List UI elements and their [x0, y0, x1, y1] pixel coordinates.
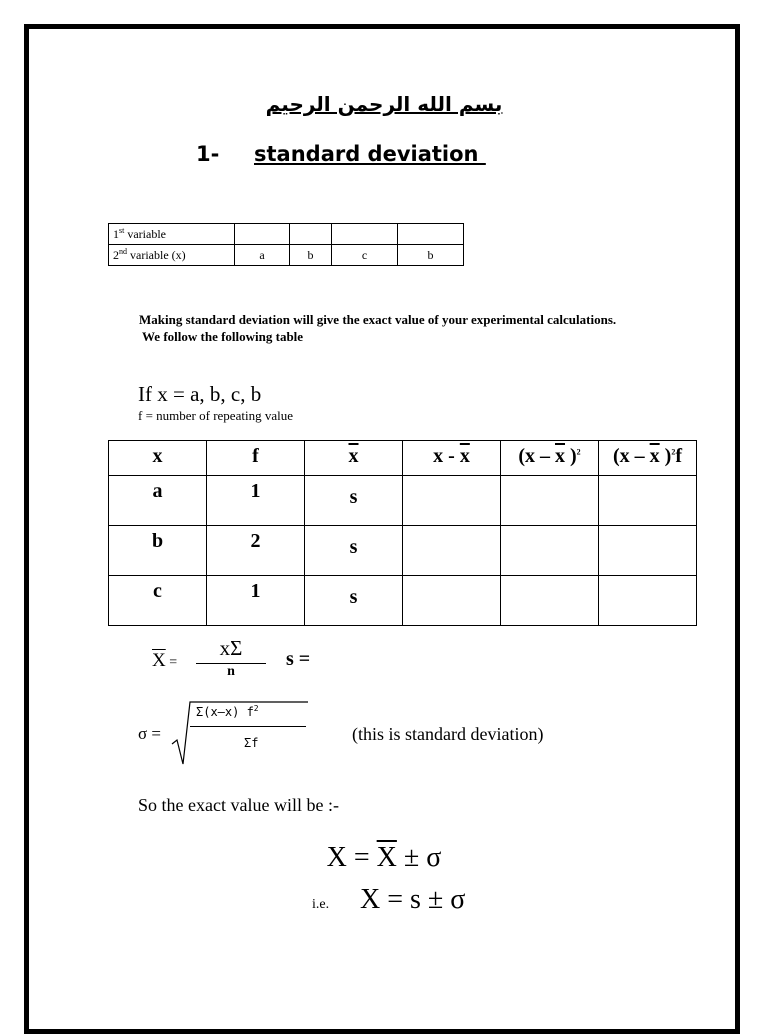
table-cell: b — [290, 245, 332, 266]
table-cell: c — [332, 245, 398, 266]
row1-label: 1st variable — [109, 224, 235, 245]
table-cell — [501, 526, 599, 576]
conclusion-text: So the exact value will be :- — [138, 795, 339, 815]
table-cell — [290, 224, 332, 245]
table-cell — [501, 476, 599, 526]
table-header-row — [109, 441, 697, 476]
table-cell — [501, 576, 599, 626]
header-xbar: $\overline{x}$ — [305, 441, 403, 476]
table-cell — [403, 526, 501, 576]
sigma-denominator: Σf — [244, 736, 259, 750]
table-row — [109, 224, 464, 245]
if-statement: If x = a, b, c, b — [138, 382, 262, 406]
cell-f: 1 — [207, 476, 305, 526]
table-cell — [599, 476, 697, 526]
section-number: 1- — [196, 142, 220, 166]
s-equation: s = — [286, 648, 311, 670]
table-cell — [332, 224, 398, 245]
mean-formula-fraction — [196, 636, 266, 680]
cell-xbar: s — [305, 476, 403, 526]
cell-f: 1 — [207, 576, 305, 626]
sigma-note: (this is standard deviation) — [352, 724, 544, 744]
cell-x: a — [109, 476, 207, 526]
intro-paragraph — [139, 311, 659, 345]
final-equation-1: $X = \overline{X} \pm \sigma$ — [326, 842, 442, 873]
f-definition: f = number of repeating value — [138, 408, 293, 423]
mean-denominator: n — [227, 664, 235, 679]
table-row — [109, 526, 697, 576]
table-row — [109, 576, 697, 626]
mean-numerator: xΣ — [196, 636, 266, 664]
table-cell: b — [398, 245, 464, 266]
header-f: f — [207, 441, 305, 476]
calculation-table — [108, 440, 697, 626]
cell-xbar: s — [305, 526, 403, 576]
table-cell — [599, 526, 697, 576]
table-cell — [398, 224, 464, 245]
table-cell — [403, 476, 501, 526]
sigma-numerator: Σ(x–x) $f^2$ — [196, 704, 259, 719]
fraction-line — [190, 726, 306, 727]
ie-label: i.e. — [312, 897, 330, 912]
section-title: standard deviation — [254, 142, 486, 166]
intro-line-2: We follow the following table — [139, 329, 304, 344]
header-x: x — [109, 441, 207, 476]
arabic-title: بسم الله الرحمن الرحيم — [265, 92, 503, 116]
header-squared-deviation: ($x - \overline{x}$ )$^2$ — [501, 441, 599, 476]
sigma-lhs: σ = — [138, 724, 162, 743]
header-squared-deviation-f: ($x - \overline{x}$ )$^2$f — [599, 441, 697, 476]
variable-table — [108, 223, 464, 266]
final-equation-2: X = s ± σ — [360, 884, 466, 915]
cell-x: b — [109, 526, 207, 576]
row2-label: 2nd variable (x) — [109, 245, 235, 266]
cell-x: c — [109, 576, 207, 626]
table-cell — [599, 576, 697, 626]
table-cell: a — [235, 245, 290, 266]
cell-xbar: s — [305, 576, 403, 626]
header-x-minus-xbar: x - $\overline{x}$ — [403, 441, 501, 476]
table-row — [109, 476, 697, 526]
table-cell — [403, 576, 501, 626]
table-cell — [235, 224, 290, 245]
intro-line-1: Making standard deviation will give the exact value of your experimental calculations. — [139, 312, 617, 327]
mean-formula-lhs: $\overline{X}$ = — [152, 650, 178, 671]
cell-f: 2 — [207, 526, 305, 576]
table-row — [109, 245, 464, 266]
